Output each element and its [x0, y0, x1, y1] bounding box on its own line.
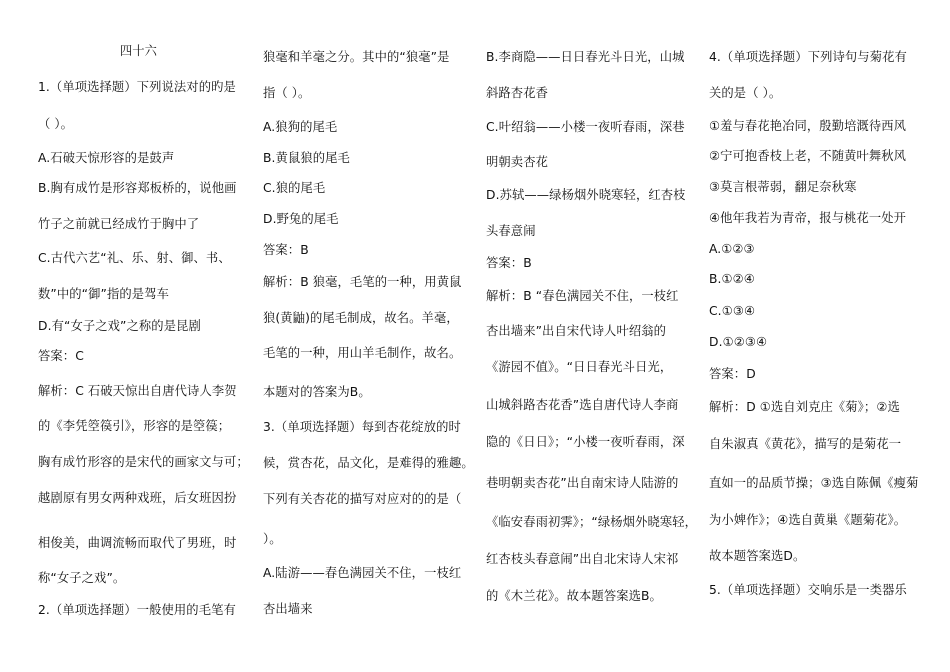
question-2-analysis-line: 本题对的答案为B。	[263, 385, 371, 399]
question-1-option-a: A.石破天惊形容的是鼓声	[38, 151, 175, 165]
question-1-option-c-cont: 数”中的“御”指的是驾车	[38, 287, 169, 301]
question-1-option-b: B.胸有成竹是形容郑板桥的，说他画	[38, 181, 237, 195]
question-3-analysis-line: 《游园不值》。“日日春光斗日光，	[486, 360, 673, 374]
question-3-analysis-line: 解析：B “春色满园关不住，一枝红	[486, 289, 679, 303]
question-3-analysis-line: 《临安春雨初霁》；“绿杨烟外晓寒轻，	[486, 515, 698, 529]
question-1-analysis-line: 解析：C 石破天惊出自唐代诗人李贺	[38, 384, 237, 398]
question-4-analysis-line: 直如一的品质节操；③选自陈佩《瘦菊	[709, 476, 919, 490]
question-1-option-c: C.古代六艺“礼、乐、射、御、书、	[38, 251, 231, 265]
question-4-analysis-line: 解析：D ①选自刘克庄《菊》；②选	[709, 400, 900, 414]
question-2-option-a: A.狼狗的尾毛	[263, 120, 338, 134]
question-3-option-a: A.陆游——春色满园关不住，一枝红	[263, 566, 462, 580]
question-2-stem-line: 指（ ）。	[263, 86, 311, 100]
question-1-analysis-line: 称“女子之戏”。	[38, 571, 126, 585]
question-3-answer: 答案：B	[486, 256, 532, 270]
question-3-analysis-line: 的《木兰花》。故本题答案选B。	[486, 589, 662, 603]
question-1-option-b-cont: 竹子之前就已经成竹于胸中了	[38, 217, 200, 231]
question-1-analysis-line: 越剧原有男女两种戏班，后女班因扮	[38, 491, 237, 505]
question-3-analysis-line: 杏出墙来”出自宋代诗人叶绍翁的	[486, 324, 667, 338]
question-2-answer: 答案：B	[263, 243, 309, 257]
text-column-1	[38, 0, 263, 672]
question-2-option-c: C.狼的尾毛	[263, 181, 326, 195]
question-3-option-b: B.李商隐——日日春光斗日光，山城	[486, 50, 685, 64]
question-3-analysis-line: 红杏枝头春意闹”出自北宋诗人宋祁	[486, 552, 679, 566]
text-column-2	[263, 0, 488, 672]
page-heading: 四十六	[119, 44, 158, 58]
question-1-analysis-line: 相俊美，曲调流畅而取代了男班，时	[38, 536, 237, 550]
question-4-option-b: B.①②④	[709, 272, 755, 286]
question-3-option-d-cont: 头春意闹	[486, 224, 536, 238]
question-3-option-a-cont: 杏出墙来	[263, 602, 313, 616]
question-3-analysis-line: 山城斜路杏花香”选自唐代诗人李商	[486, 398, 679, 412]
question-1-answer: 答案：C	[38, 349, 84, 363]
question-2-stem-line: 狼毫和羊毫之分。其中的“狼毫”是	[263, 50, 450, 64]
question-1-analysis-line: 胸有成竹形容的是宋代的画家文与可；	[38, 455, 249, 469]
question-4-stem-line: 关的是（ ）。	[709, 86, 782, 100]
question-1-option-d: D.有“女子之戏”之称的是昆剧	[38, 319, 201, 333]
question-4-analysis-line: 自朱淑真《黄花》，描写的是菊花一	[709, 437, 902, 451]
question-4-option-c: C.①③④	[709, 304, 756, 318]
question-2-analysis-line: 狼(黄鼬)的尾毛制成，故名。羊毫，	[263, 311, 459, 325]
question-3-option-c: C.叶绍翁——小楼一夜听春雨，深巷	[486, 120, 685, 134]
question-4-stem-line: 4.（单项选择题）下列诗句与菊花有	[709, 50, 907, 64]
question-3-analysis-line: 隐的《日日》；“小楼一夜听春雨，深	[486, 435, 685, 449]
question-3-option-c-cont: 明朝卖杏花	[486, 155, 548, 169]
question-4-answer: 答案：D	[709, 367, 756, 381]
question-2-stem-line: 2.（单项选择题）一般使用的毛笔有	[38, 603, 236, 617]
question-4-analysis-line: 故本题答案选D。	[709, 549, 806, 563]
text-column-3	[486, 0, 711, 672]
text-column-4	[709, 0, 934, 672]
question-4-option-d: D.①②③④	[709, 335, 768, 349]
question-3-option-d: D.苏轼——绿杨烟外晓寒轻，红杏枝	[486, 188, 686, 202]
question-3-analysis-line: 巷明朝卖杏花”出自南宋诗人陆游的	[486, 476, 679, 490]
question-4-item-1: ①羞与春花艳冶同，殷勤培溉待西风	[709, 119, 907, 133]
question-5-stem-line: 5.（单项选择题）交响乐是一类器乐	[709, 583, 907, 597]
question-3-option-b-cont: 斜路杏花香	[486, 86, 548, 100]
question-1-stem-line: 1.（单项选择题）下列说法对的旳是	[38, 80, 236, 94]
question-3-stem-line: 下列有关杏花的描写对应对的的是（	[263, 492, 462, 506]
question-2-option-b: B.黄鼠狼的尾毛	[263, 151, 350, 165]
question-4-analysis-line: 为小婢作》；④选自黄巢《题菊花》。	[709, 513, 907, 527]
question-4-item-4: ④他年我若为青帝，报与桃花一处开	[709, 211, 907, 225]
question-3-stem-line: ）。	[263, 532, 282, 546]
question-1-analysis-line: 的《李凭箜篌引》，形容的是箜篌；	[38, 419, 231, 433]
question-4-option-a: A.①②③	[709, 242, 755, 256]
question-2-analysis-line: 解析：B 狼毫，毛笔的一种，用黄鼠	[263, 275, 462, 289]
question-1-stem-line: （ ）。	[38, 117, 74, 131]
question-3-stem-line: 3.（单项选择题）每到杏花绽放的时	[263, 420, 461, 434]
question-2-analysis-line: 毛笔的一种，用山羊毛制作，故名。	[263, 346, 462, 360]
question-3-stem-line: 候，赏杏花，品文化，是难得的雅趣。	[263, 456, 474, 470]
question-4-item-2: ②宁可抱香枝上老，不随黄叶舞秋风	[709, 149, 907, 163]
question-4-item-3: ③莫言根蒂弱，翻足奈秋寒	[709, 180, 857, 194]
question-2-option-d: D.野兔的尾毛	[263, 212, 339, 226]
